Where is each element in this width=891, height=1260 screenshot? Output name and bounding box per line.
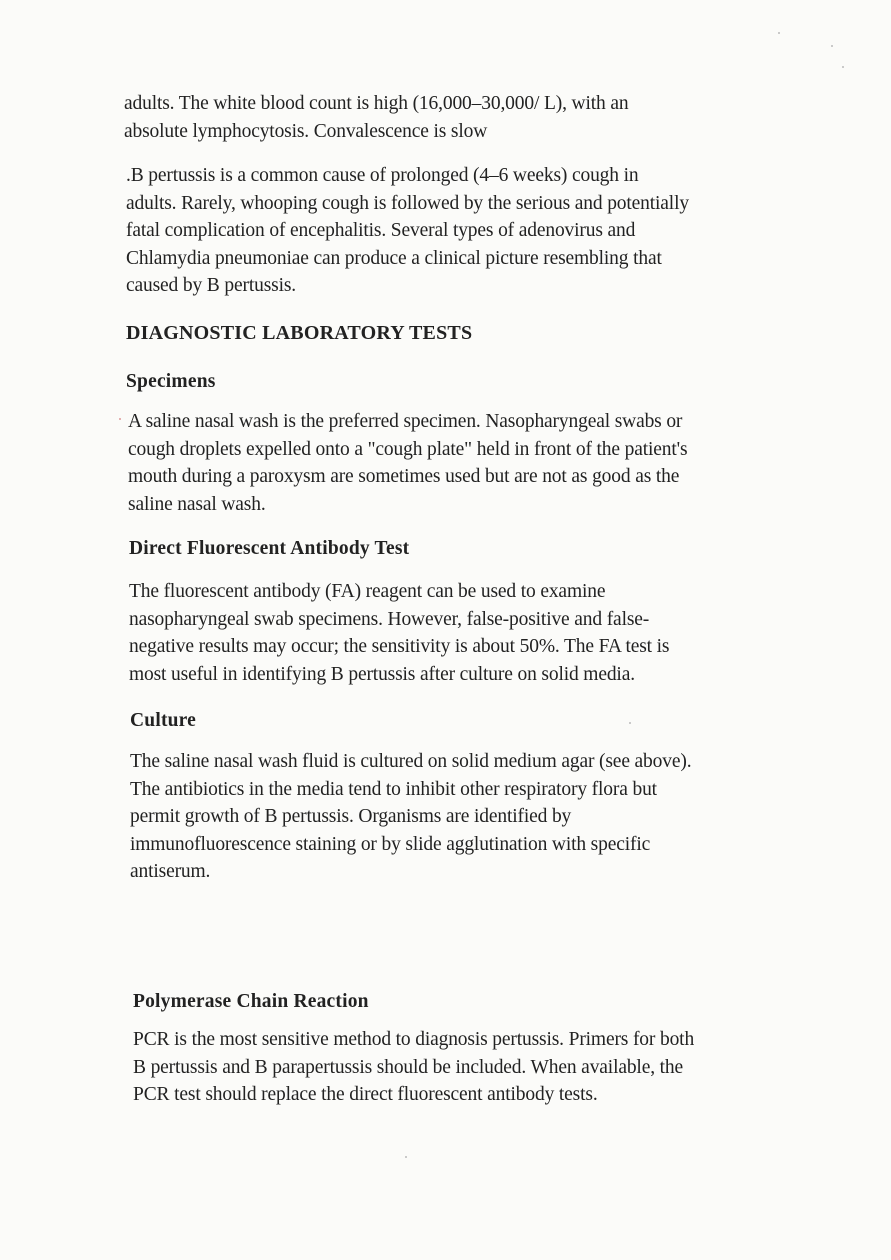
text-line: cough droplets expelled onto a "cough plate" held in front of the patient's	[128, 438, 688, 460]
paragraph-specimens	[128, 408, 758, 518]
text-line: permit growth of B pertussis. Organisms are identified by	[130, 806, 572, 827]
paragraph-intro	[124, 90, 754, 145]
scan-speck	[831, 45, 833, 47]
text-line: PCR is the most sensitive method to diagnosis pertussis. Primers for both	[133, 1029, 695, 1050]
scan-speck	[842, 66, 844, 68]
text-line: absolute lymphocytosis. Convalescence is slow	[124, 120, 488, 142]
scan-speck	[629, 722, 631, 724]
subheading-direct-fluorescent-antibody: Direct Fluorescent Antibody Test	[129, 538, 410, 559]
text-line: The saline nasal wash fluid is cultured on solid medium agar (see above).	[130, 751, 692, 772]
section-heading-diagnostic: DIAGNOSTIC LABORATORY TESTS	[126, 322, 473, 344]
text-line: A saline nasal wash is the preferred specimen. Nasopharyngeal swabs or	[128, 411, 683, 432]
scan-speck	[778, 32, 780, 34]
text-line: The antibiotics in the media tend to inhibit other respiratory flora but	[130, 778, 657, 800]
subheading-specimens: Specimens	[126, 371, 216, 392]
scan-speck	[405, 1156, 407, 1158]
text-line: adults. Rarely, whooping cough is followed by the serious and potentially	[126, 192, 689, 214]
text-line: saline nasal wash.	[128, 493, 266, 515]
text-line: negative results may occur; the sensitivity is about 50%. The FA test is	[129, 636, 670, 657]
text-line: nasopharyngeal swab specimens. However, false-positive and false-	[129, 608, 650, 630]
text-line: B pertussis and B parapertussis should be included. When available, the	[133, 1056, 684, 1078]
subheading-polymerase-chain-reaction: Polymerase Chain Reaction	[133, 991, 369, 1012]
text-line: immunofluorescence staining or by slide agglutination with specific	[130, 833, 651, 855]
paragraph-dfa	[129, 578, 759, 688]
subheading-culture: Culture	[130, 710, 197, 731]
text-line: most useful in identifying B pertussis after culture on solid media.	[129, 663, 635, 685]
paragraph-pcr	[133, 1026, 763, 1109]
paragraph-culture	[130, 748, 760, 886]
paragraph-pertussis-adults	[126, 162, 756, 300]
text-line: fatal complication of encephalitis. Several types of adenovirus and	[126, 220, 636, 241]
text-line: .B pertussis is a common cause of prolonged (4–6 weeks) cough in	[126, 165, 639, 186]
text-line: antiserum.	[130, 861, 211, 882]
text-line: adults. The white blood count is high (16,000–30,000/ L), with an	[124, 93, 629, 114]
text-line: The fluorescent antibody (FA) reagent can be used to examine	[129, 581, 606, 602]
text-line: mouth during a paroxysm are sometimes used but are not as good as the	[128, 466, 680, 487]
text-line: Chlamydia pneumoniae can produce a clinical picture resembling that	[126, 247, 662, 269]
text-line: PCR test should replace the direct fluorescent antibody tests.	[133, 1084, 598, 1105]
text-line: caused by B pertussis.	[126, 275, 297, 296]
scan-speck	[119, 418, 121, 420]
